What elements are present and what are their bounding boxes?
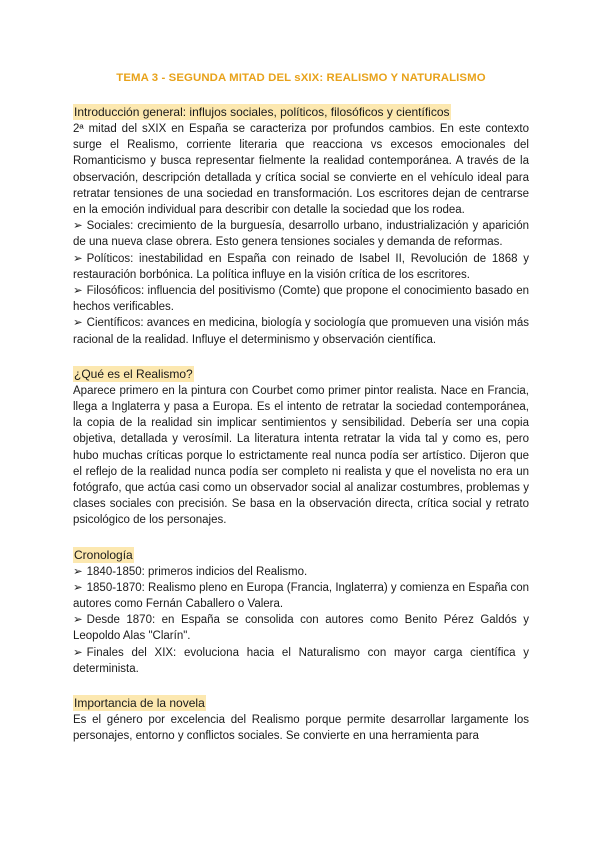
cronologia-bullet-3 [73, 612, 529, 644]
document-page [73, 70, 529, 745]
cronologia-bullet-1 [73, 564, 529, 580]
intro-bullet-social [73, 218, 529, 250]
section-intro [73, 103, 529, 348]
bullet-text: Desde 1870: en España se consolida con autores como Benito Pérez Galdós y Leopoldo Alas "Clarín". [73, 614, 529, 643]
section-cronologia [73, 546, 529, 677]
arrow-bullet-icon: ➢ [73, 285, 83, 298]
arrow-bullet-icon: ➢ [73, 252, 83, 265]
cronologia-bullet-4 [73, 645, 529, 677]
arrow-bullet-icon: ➢ [73, 565, 83, 578]
bullet-text: Finales del XIX: evoluciona hacia el Naturalismo con mayor carga científica y determinista. [73, 646, 529, 675]
intro-bullet-scientific [73, 315, 529, 347]
intro-bullet-political [73, 251, 529, 283]
cronologia-bullet-2 [73, 580, 529, 612]
section-heading-realismo: ¿Qué es el Realismo? [74, 366, 193, 381]
document-title: TEMA 3 - SEGUNDA MITAD DEL sXIX: REALISMO Y NATURALISMO [116, 72, 486, 84]
novela-paragraph: Es el género por excelencia del Realismo porque permite desarrollar largamente los personajes, entorno y conflictos sociales. Se convierte en una herramienta para [73, 714, 529, 743]
realismo-paragraph: Aparece primero en la pintura con Courbet como primer pintor realista. Nace en Francia, llega a Inglaterra y pasa a Europa. Es el intento de retratar la sociedad contemporánea, la copia de la realidad sin implicar sentimientos y sensibilidad. Debería ser una copia objetiva, detallada y verosímil. La literatura intenta retratar la vida tal y como es, pero hubo muchas críticas porque lo estrictamente real nunca podía ser artístico. Dijeron que el reflejo de la realidad nunca podía ser completo ni realista y que el novelista no era un fotógrafo, que actúa casi como un observador social al analizar costumbres, problemas y clases sociales con precisión. Se basa en la observación directa, crítica social y retrato psicológico de los personajes. [73, 384, 529, 527]
bullet-text: 1840-1850: primeros indicios del Realismo. [86, 565, 308, 578]
bullet-text: Políticos: inestabilidad en España con reinado de Isabel II, Revolución de 1868 y restauración borbónica. La política influye en la visión crítica de los escritores. [73, 252, 529, 281]
intro-paragraph: 2ª mitad del sXIX en España se caracteriza por profundos cambios. En este contexto surge el Realismo, corriente literaria que reacciona vs excesos emocionales del Romanticismo y busca representar fielmente la realidad contemporánea. A través de la observación, descripción detallada y crítica social se convierte en el vehículo ideal para retratar tensiones de una sociedad en transformación. Los escritores dejan de centrarse en la emoción individual para describir con detalle la sociedad que los rodea. [73, 123, 529, 217]
section-realismo [73, 365, 529, 529]
bullet-text: Científicos: avances en medicina, biología y sociología que promueven una visión más racional de la realidad. Influye el determinismo y observación científica. [73, 317, 529, 346]
arrow-bullet-icon: ➢ [73, 646, 83, 659]
section-novela [73, 694, 529, 744]
section-heading-intro: Introducción general: influjos sociales, políticos, filosóficos y científicos [74, 105, 450, 119]
bullet-text: 1850-1870: Realismo pleno en Europa (Francia, Inglaterra) y comienza en España con autores como Fernán Caballero o Valera. [73, 581, 530, 611]
arrow-bullet-icon: ➢ [73, 317, 83, 330]
arrow-bullet-icon: ➢ [73, 581, 83, 594]
bullet-text: Sociales: crecimiento de la burguesía, desarrollo urbano, industrialización y aparición de una nueva clase obrera. Esto genera tensiones sociales y demanda de reformas. [73, 220, 529, 249]
intro-bullet-philosophical [73, 283, 529, 315]
bullet-text: Filosóficos: influencia del positivismo (Comte) que propone el conocimiento basado en hechos verificables. [73, 285, 529, 314]
arrow-bullet-icon: ➢ [73, 220, 83, 233]
arrow-bullet-icon: ➢ [73, 614, 83, 627]
section-heading-cronologia: Cronología [74, 547, 133, 562]
section-heading-novela: Importancia de la novela [74, 696, 205, 711]
